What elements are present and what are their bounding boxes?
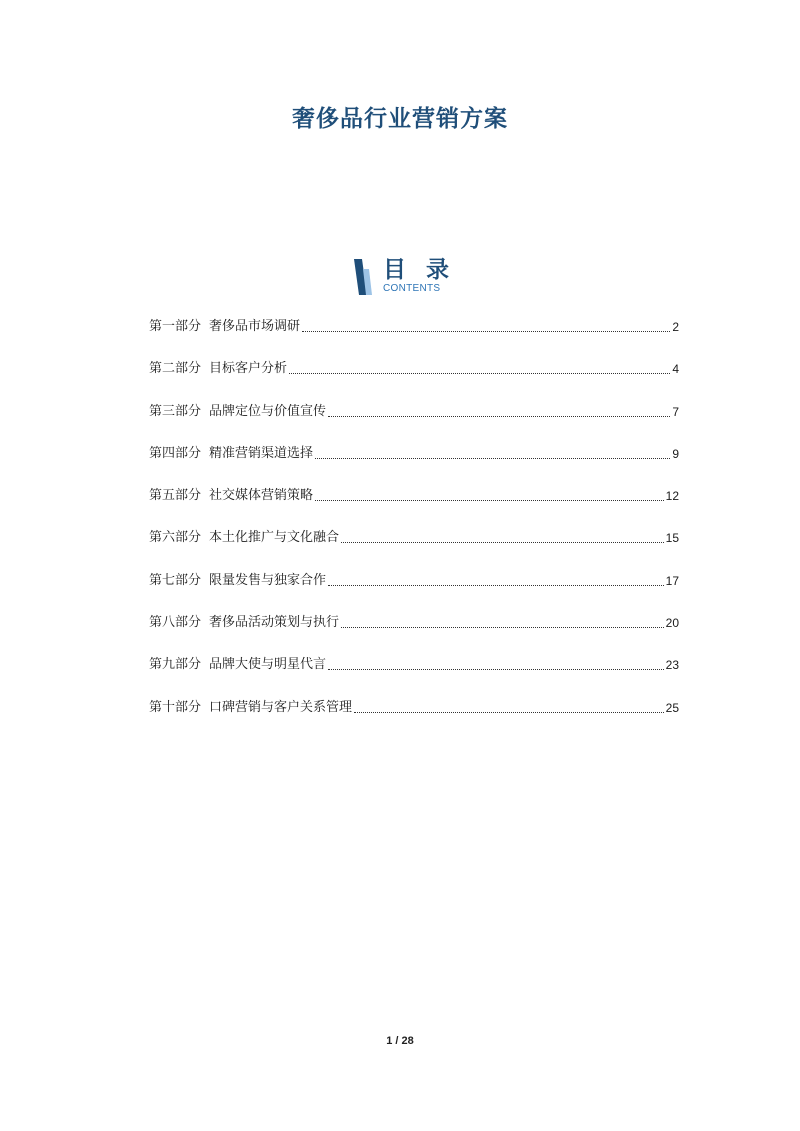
toc-entry[interactable] (149, 402, 679, 444)
toc-dot-leader (328, 655, 664, 670)
toc-heading-block (353, 257, 473, 297)
toc-entry[interactable] (149, 698, 679, 740)
toc-entry-part: 第六部分 (149, 530, 202, 546)
toc-entry-title: 本土化推广与文化融合 (209, 530, 340, 546)
toc-entry-page: 12 (665, 489, 679, 504)
toc-dot-leader (315, 486, 664, 501)
toc-entry[interactable] (149, 655, 679, 697)
toc-entry-title: 奢侈品活动策划与执行 (209, 615, 340, 631)
toc-entry-title: 品牌大使与明星代言 (209, 657, 327, 673)
toc-dot-leader (354, 698, 664, 713)
toc-entry-title: 奢侈品市场调研 (209, 319, 301, 334)
toc-entry[interactable] (149, 359, 679, 401)
toc-dot-leader (341, 613, 664, 628)
toc-entry[interactable] (149, 486, 679, 528)
toc-entry-page: 15 (665, 531, 679, 546)
toc-entry[interactable] (149, 613, 679, 655)
document-title: 奢侈品行业营销方案 (292, 106, 508, 132)
toc-dot-leader (302, 317, 670, 332)
toc-entry[interactable] (149, 317, 679, 359)
toc-entry-part: 第二部分 (149, 361, 202, 377)
toc-entry-title: 品牌定位与价值宣传 (209, 403, 327, 419)
toc-entry-part: 第九部分 (149, 657, 202, 673)
toc-entry-title: 社交媒体营销策略 (209, 488, 314, 504)
toc-entry-part: 第十部分 (149, 699, 202, 715)
toc-subheading: CONTENTS (383, 283, 441, 294)
toc-entry-page: 4 (672, 362, 679, 377)
toc-entry[interactable] (149, 571, 679, 613)
slanted-bars-icon (353, 259, 373, 295)
toc-dot-leader (341, 528, 664, 543)
toc-entry-page: 25 (665, 700, 679, 715)
toc-entry-page: 7 (672, 404, 679, 419)
toc-entry-part: 第一部分 (149, 319, 202, 334)
toc-entry[interactable] (149, 444, 679, 486)
toc-heading: 目 录 (383, 257, 456, 283)
toc-dot-leader (328, 402, 670, 417)
toc-entry-title: 限量发售与独家合作 (209, 572, 327, 588)
toc-dot-leader (289, 359, 670, 374)
toc-entry-page: 23 (665, 658, 679, 673)
toc-entry-page: 17 (665, 573, 679, 588)
toc-entry-part: 第五部分 (149, 488, 202, 504)
toc-dot-leader (315, 444, 670, 459)
toc-entry-part: 第三部分 (149, 403, 202, 419)
toc-dot-leader (328, 571, 664, 586)
toc-list (149, 317, 679, 740)
toc-entry-title: 精准营销渠道选择 (209, 445, 314, 461)
toc-entry-part: 第七部分 (149, 572, 202, 588)
toc-entry-title: 口碑营销与客户关系管理 (209, 699, 353, 715)
toc-entry-page: 2 (672, 320, 679, 334)
toc-entry[interactable] (149, 528, 679, 570)
toc-entry-page: 9 (672, 446, 679, 461)
toc-entry-part: 第四部分 (149, 445, 202, 461)
toc-entry-title: 目标客户分析 (209, 361, 288, 377)
page-indicator: 1 / 28 (386, 1035, 414, 1047)
toc-entry-part: 第八部分 (149, 615, 202, 631)
toc-entry-page: 20 (665, 616, 679, 631)
